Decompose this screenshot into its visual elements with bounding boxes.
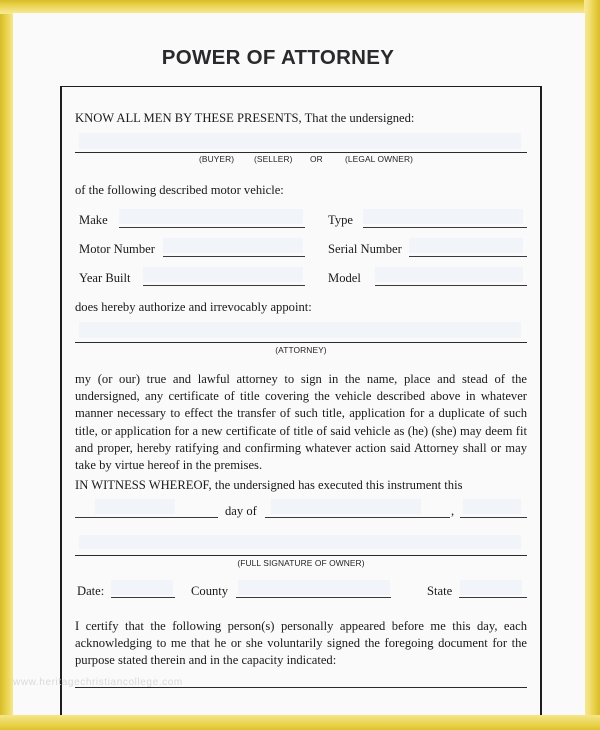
document-page xyxy=(13,13,585,715)
label-date: Date: xyxy=(77,584,105,598)
month-field-tint xyxy=(271,499,421,514)
motor-number-field-tint xyxy=(163,238,303,253)
label-county: County xyxy=(191,584,229,598)
motor-number-input[interactable] xyxy=(163,256,305,257)
signer-name-input[interactable] xyxy=(75,152,527,153)
type-field-tint xyxy=(363,209,523,224)
label-year-built: Year Built xyxy=(79,271,131,285)
caption-seller: (SELLER) xyxy=(254,154,293,164)
attorney-name-field-tint xyxy=(79,322,521,338)
make-input[interactable] xyxy=(119,227,305,228)
caption-legal-owner: (LEGAL OWNER) xyxy=(345,154,413,164)
label-serial-number: Serial Number xyxy=(328,242,402,256)
form-border-box xyxy=(60,86,542,715)
caption-or: OR xyxy=(310,154,323,164)
day-input[interactable] xyxy=(75,517,218,518)
label-model: Model xyxy=(328,271,361,285)
source-watermark: www.heritagechristiancollege.com xyxy=(13,677,183,688)
year-input[interactable] xyxy=(460,517,527,518)
form-content xyxy=(75,87,527,715)
date-input[interactable] xyxy=(111,597,175,598)
vehicle-section-intro: of the following described motor vehicle: xyxy=(75,183,284,197)
label-make: Make xyxy=(79,213,108,227)
date-field-tint xyxy=(111,580,173,595)
power-of-attorney-body-paragraph: my (or our) true and lawful attorney to sign in the name, place and stead of the undersigned, any certificate of title covering the vehicle described above in whatever manner necessary to effect the transfer of such title, application for a duplicate of such title, or application for a new certificate of title of said vehicle as (he) (she) may deem fit and proper, hereby ratifying and confirming whatever action said Attorney shall or may take by virtue hereof in the premises. xyxy=(75,372,527,473)
label-motor-number: Motor Number xyxy=(79,242,155,256)
caption-full-signature-of-owner: (FULL SIGNATURE OF OWNER) xyxy=(237,558,365,568)
notary-certification-paragraph: I certify that the following person(s) personally appeared before me this day, each acknowledging to me that he or she voluntarily signed the foregoing document for the purpose stated therein and in the capacity indicated: xyxy=(75,619,527,668)
state-input[interactable] xyxy=(459,597,527,598)
type-input[interactable] xyxy=(363,227,527,228)
county-input[interactable] xyxy=(236,597,391,598)
year-built-field-tint xyxy=(143,267,303,282)
model-field-tint xyxy=(375,267,523,282)
month-input[interactable] xyxy=(265,517,450,518)
owner-signature-field-tint xyxy=(79,535,521,549)
witness-whereof-text: IN WITNESS WHEREOF, the undersigned has executed this instrument this xyxy=(75,478,463,492)
frame-edge-bottom xyxy=(0,715,600,730)
appointment-intro-text: does hereby authorize and irrevocably appoint: xyxy=(75,300,312,314)
make-field-tint xyxy=(119,209,303,224)
serial-number-input[interactable] xyxy=(409,256,527,257)
caption-attorney: (ATTORNEY) xyxy=(275,345,327,355)
year-built-input[interactable] xyxy=(143,285,305,286)
day-field-tint xyxy=(95,499,175,514)
county-field-tint xyxy=(238,580,390,595)
frame-edge-right xyxy=(584,0,600,730)
model-input[interactable] xyxy=(375,285,527,286)
signer-name-field-tint xyxy=(79,133,521,149)
year-field-tint xyxy=(463,499,521,514)
label-state: State xyxy=(427,584,453,598)
serial-number-field-tint xyxy=(409,238,523,253)
caption-buyer: (BUYER) xyxy=(199,154,235,164)
page-title: POWER OF ATTORNEY xyxy=(161,46,395,69)
state-field-tint xyxy=(460,580,522,595)
frame-edge-top xyxy=(0,0,600,14)
day-of-label: day of xyxy=(225,504,257,518)
attorney-name-input[interactable] xyxy=(75,342,527,343)
label-type: Type xyxy=(328,213,353,227)
year-separator-comma: , xyxy=(451,504,455,518)
owner-signature-input[interactable] xyxy=(75,555,527,556)
preamble-opening-text: KNOW ALL MEN BY THESE PRESENTS, That the undersigned: xyxy=(75,111,415,125)
